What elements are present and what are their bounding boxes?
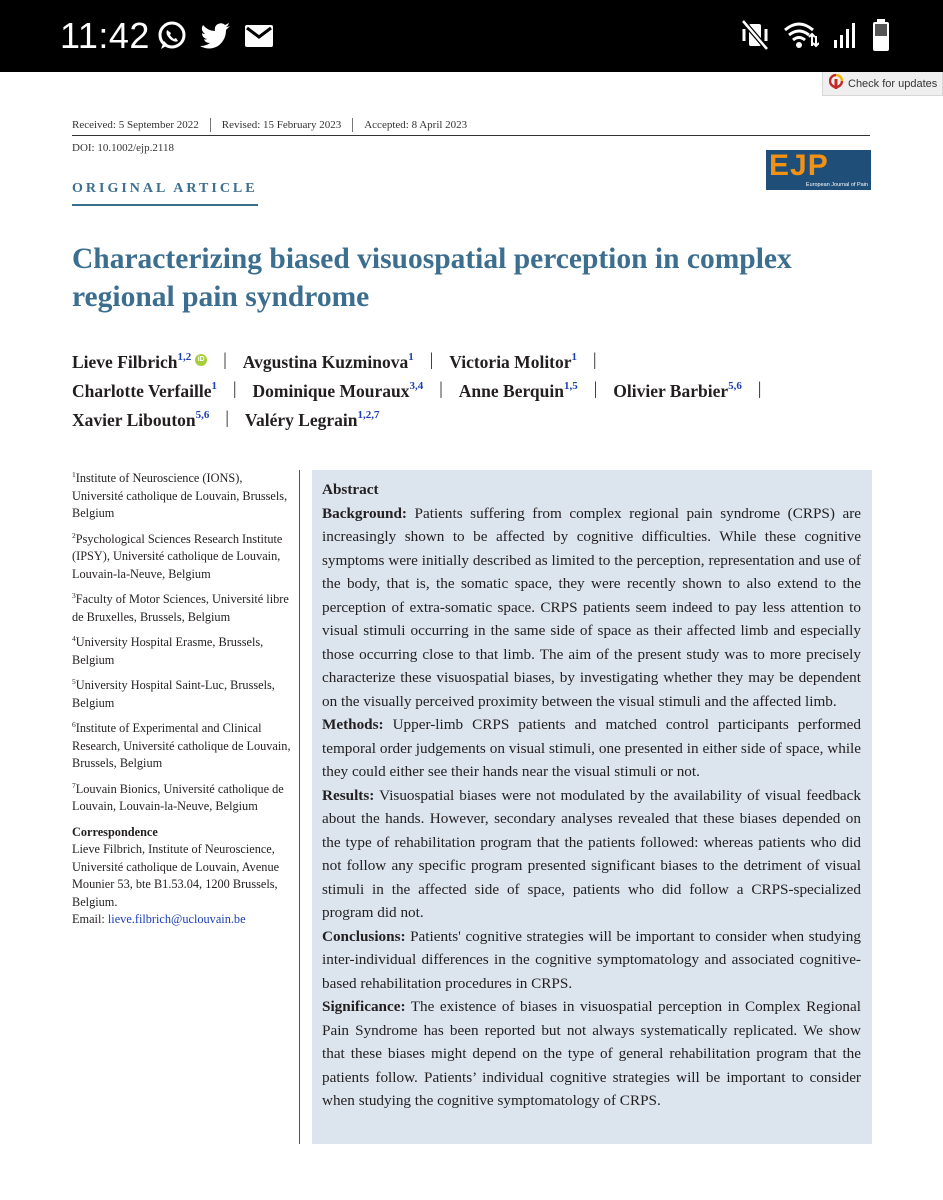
author[interactable] bbox=[459, 372, 578, 406]
affiliation-text: Institute of Neuroscience (IONS), Université catholique de Louvain, Brussels, Belgium bbox=[72, 471, 288, 520]
affiliation-number: 6 bbox=[72, 720, 76, 729]
wifi-icon bbox=[783, 20, 819, 50]
author-separator: | bbox=[223, 349, 227, 369]
author-name: Anne Berquin bbox=[458, 380, 564, 401]
section-text: Visuospatial biases were not modulated by the availability of visual feedback about the hands. However, secondary analyses revealed that these biases depended on the type of rehabilitation program that the patients followed: whereas patients who did not follow any specific program presented significant biases to the detriment of visual stimuli in the affected side of space, patients who did follow a CRPS-specialized program did not. bbox=[322, 786, 862, 921]
check-for-updates-label: Check for updates bbox=[848, 77, 938, 90]
affiliation bbox=[72, 466, 292, 523]
author-separator: | bbox=[593, 349, 597, 369]
author-affiliation-ref[interactable]: 1 bbox=[211, 379, 217, 392]
signal-icon bbox=[833, 21, 857, 49]
article-type: ORIGINAL ARTICLE bbox=[72, 181, 258, 206]
author-affiliation-ref[interactable]: 1,2 bbox=[177, 350, 192, 363]
affiliation bbox=[72, 716, 292, 773]
author-affiliation-ref[interactable]: 5,6 bbox=[195, 408, 210, 421]
email-link[interactable]: lieve.filbrich@uclouvain.be bbox=[107, 912, 246, 926]
author-separator: | bbox=[429, 349, 434, 369]
author-affiliation-ref[interactable]: 1,2,7 bbox=[357, 408, 380, 421]
notification-icons bbox=[156, 20, 274, 52]
affiliation bbox=[72, 777, 292, 816]
abstract-heading: Abstract bbox=[322, 481, 379, 498]
divider bbox=[352, 118, 353, 132]
check-for-updates-icon bbox=[829, 74, 843, 93]
affiliations bbox=[72, 466, 292, 929]
author-separator: | bbox=[757, 378, 762, 398]
author-name: Victoria Molitor bbox=[449, 351, 572, 372]
journal-logo-name: European Journal of Pain bbox=[805, 182, 868, 188]
author[interactable] bbox=[72, 401, 209, 435]
abstract-box bbox=[312, 470, 872, 1144]
affiliation-text: Institute of Experimental and Clinical Research, Université catholique de Louvain, Brussels, Belgium bbox=[72, 721, 291, 770]
doi[interactable]: DOI: 10.1002/ejp.2118 bbox=[72, 142, 174, 154]
affiliation-text: Louvain Bionics, Université catholique de Louvain, Louvain-la-Neuve, Belgium bbox=[72, 781, 284, 813]
author-line bbox=[72, 374, 872, 403]
author-affiliation-ref[interactable]: 1,5 bbox=[564, 379, 578, 392]
affiliation-number: 3 bbox=[72, 591, 76, 600]
column-divider bbox=[299, 470, 300, 1144]
author-separator: | bbox=[439, 378, 443, 398]
mail-icon bbox=[244, 24, 274, 48]
check-for-updates-button[interactable] bbox=[822, 72, 943, 96]
header-rule bbox=[72, 135, 870, 136]
affiliation bbox=[72, 587, 292, 626]
twitter-icon bbox=[200, 22, 232, 50]
correspondence-heading: Correspondence bbox=[72, 824, 158, 839]
received-date: Received: 5 September 2022 bbox=[72, 119, 199, 131]
section-text: The existence of biases in visuospatial perception in Complex Regional Pain Syndrome has been reported but not always systematically replicated. We show that these biases might depend on the type of general rehabilitation program that the patients follow. Patients’ individual cognitive strategies will be important to consider when studying the cognitive symptomatology of CRPS. bbox=[322, 998, 861, 1109]
correspondence-text: Lieve Filbrich, Institute of Neuroscience, Université catholique de Louvain, Avenue Mounier 53, bte B1.53.04, 1200 Brussels, Belgium. bbox=[72, 842, 280, 909]
correspondence-email-row bbox=[72, 911, 292, 929]
accepted-date: Accepted: 8 April 2023 bbox=[364, 119, 468, 131]
author-affiliation-ref[interactable]: 1 bbox=[571, 350, 578, 363]
divider bbox=[210, 118, 211, 132]
author[interactable] bbox=[613, 372, 742, 406]
section-text: Upper-limb CRPS patients and matched control participants performed temporal order judgements on visual stimuli, one presented in either side of space, while they could either see their hands near the visual stimuli or not. bbox=[322, 716, 862, 780]
author-name: Xavier Libouton bbox=[72, 409, 196, 430]
author-line bbox=[72, 403, 872, 432]
abstract-background bbox=[322, 502, 861, 714]
revised-date: Revised: 15 February 2023 bbox=[221, 119, 342, 131]
section-text: Patients suffering from complex regional pain syndrome (CRPS) are increasingly shown to be affected by cognitive difficulties. While these cognitive symptoms were initially described as limited to the perception, representation and use of the body, that is, the somatic space, they were recently shown to also extend to the perception of extra-somatic space. CRPS patients seem indeed to pay less attention to visual stimuli occurring in the same side of space as their affected limb and especially those occurring close to that limb. The aim of the present study was to more precisely characterize these visuospatial biases, by investigating whether they may be dependent on the visually perceived proximity between the visual stimuli and the affected limb. bbox=[322, 504, 862, 710]
author-affiliation-ref[interactable]: 3,4 bbox=[409, 379, 424, 392]
journal-logo[interactable] bbox=[766, 150, 871, 190]
author-separator: | bbox=[225, 407, 229, 427]
affiliation bbox=[72, 527, 292, 584]
section-label: Background: bbox=[322, 504, 407, 522]
affiliation bbox=[72, 673, 292, 712]
author-name: Dominique Mouraux bbox=[252, 380, 410, 401]
author-list bbox=[72, 345, 872, 432]
affiliation-number: 7 bbox=[72, 780, 76, 790]
author-line bbox=[72, 345, 872, 374]
author-separator: | bbox=[232, 378, 237, 398]
abstract-results bbox=[322, 784, 861, 925]
email-label: Email: bbox=[72, 912, 105, 926]
author-name: Valéry Legrain bbox=[244, 409, 358, 430]
battery-icon bbox=[871, 18, 891, 52]
affiliation-number: 1 bbox=[72, 470, 76, 479]
author-name: Avgustina Kuzminova bbox=[242, 351, 409, 372]
section-label: Results: bbox=[322, 786, 375, 804]
affiliation-text: University Hospital Saint-Luc, Brussels, Belgium bbox=[72, 678, 275, 710]
affiliation-number: 5 bbox=[72, 677, 76, 686]
abstract-conclusions bbox=[322, 925, 861, 996]
abstract-methods bbox=[322, 713, 861, 784]
article-dates bbox=[72, 118, 467, 132]
author-affiliation-ref[interactable]: 5,6 bbox=[728, 379, 742, 392]
author-separator: | bbox=[593, 378, 598, 398]
author-affiliation-ref[interactable]: 1 bbox=[408, 350, 414, 363]
affiliation-number: 4 bbox=[72, 634, 76, 643]
section-text: Patients' cognitive strategies will be important to consider when studying inter-individual differences in the cognitive symptomatology and associated cognitive-based rehabilitation procedures in CRPS. bbox=[322, 927, 861, 992]
affiliation-number: 2 bbox=[72, 530, 76, 540]
vibrate-mute-icon bbox=[741, 19, 769, 51]
orcid-icon[interactable]: iD bbox=[195, 354, 207, 366]
clock: 11:42 bbox=[60, 15, 150, 56]
section-label: Significance: bbox=[322, 998, 406, 1015]
author-name: Lieve Filbrich bbox=[72, 351, 178, 372]
article-title: Characterizing biased visuospatial perception in complex regional pain syndrome bbox=[72, 243, 792, 313]
whatsapp-icon bbox=[156, 20, 188, 52]
affiliation-text: University Hospital Erasme, Brussels, Belgium bbox=[72, 635, 264, 667]
abstract-significance bbox=[322, 995, 861, 1113]
section-label: Conclusions: bbox=[322, 927, 406, 945]
status-bar bbox=[0, 0, 943, 72]
section-label: Methods: bbox=[322, 716, 384, 733]
system-icons bbox=[741, 18, 891, 52]
journal-logo-letters: EJP bbox=[769, 149, 829, 182]
author[interactable] bbox=[245, 401, 380, 435]
affiliation bbox=[72, 630, 292, 669]
affiliation-text: Psychological Sciences Research Institute (IPSY), Université catholique de Louvain, Louvain-la-Neuve, Belgium bbox=[72, 531, 283, 581]
author-name: Charlotte Verfaille bbox=[72, 380, 212, 401]
author-name: Olivier Barbier bbox=[613, 380, 729, 401]
affiliation-text: Faculty of Motor Sciences, Université libre de Bruxelles, Brussels, Belgium bbox=[72, 592, 289, 624]
